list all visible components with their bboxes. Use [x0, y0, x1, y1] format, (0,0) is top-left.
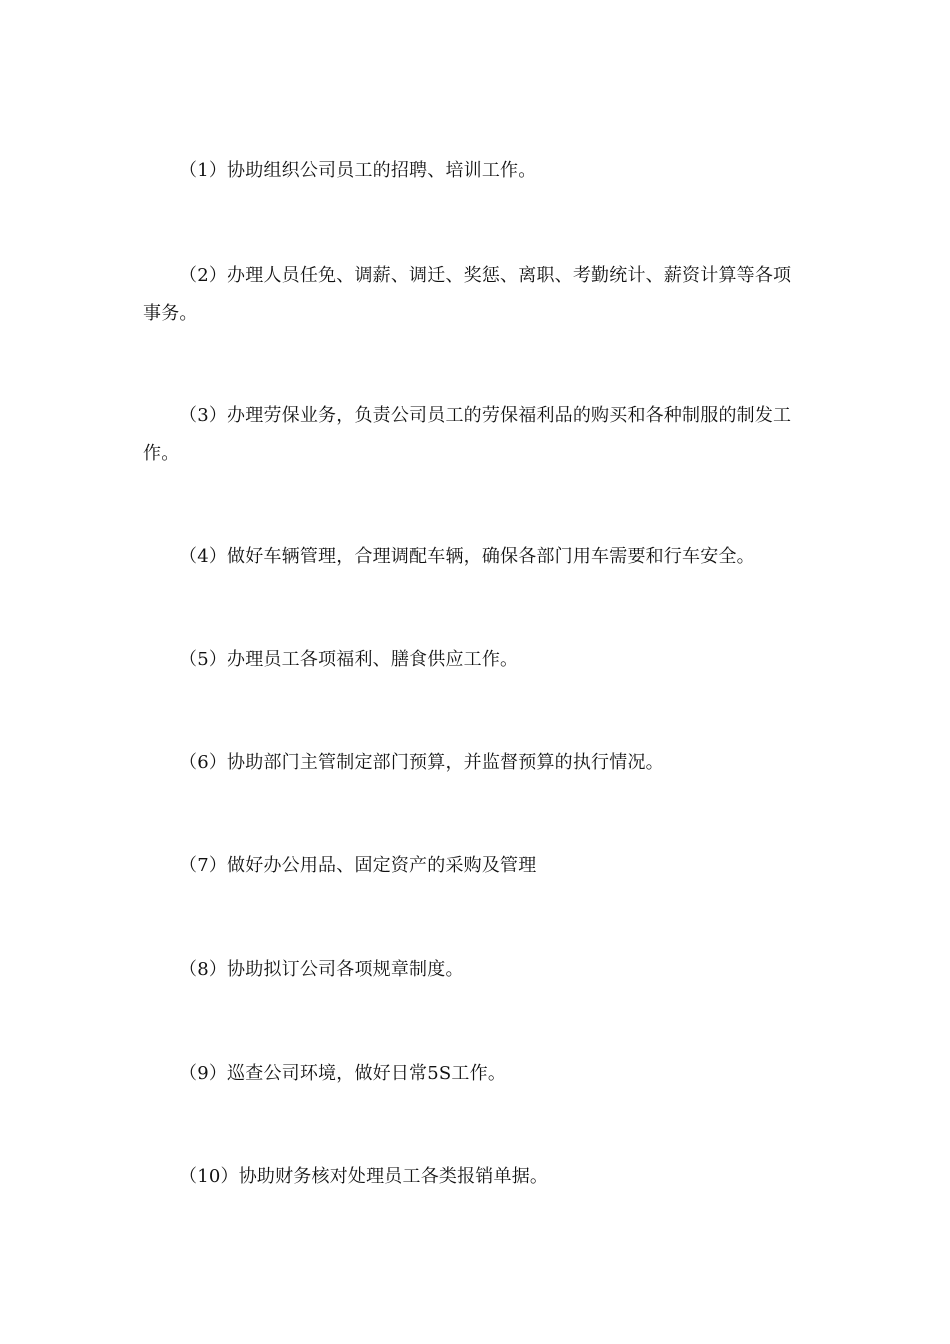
duty-item-9: （9）巡查公司环境，做好日常5S工作。 [179, 1063, 507, 1084]
duty-item-1: （1）协助组织公司员工的招聘、培训工作。 [179, 160, 537, 181]
duty-item-8: （8）协助拟订公司各项规章制度。 [179, 959, 464, 980]
duty-item-6: （6）协助部门主管制定部门预算，并监督预算的执行情况。 [179, 752, 664, 773]
duty-item-10: （10）协助财务核对处理员工各类报销单据。 [179, 1166, 549, 1187]
duty-item-4: （4）做好车辆管理，合理调配车辆，确保各部门用车需要和行车安全。 [179, 546, 755, 567]
duty-item-5: （5）办理员工各项福利、膳食供应工作。 [179, 649, 519, 670]
duty-item-3: （3）办理劳保业务，负责公司员工的劳保福利品的购买和各种制服的制发工作。 [143, 405, 792, 464]
duty-item-2: （2）办理人员任免、调薪、调迁、奖惩、离职、考勤统计、薪资计算等各项事务。 [143, 265, 792, 324]
duty-item-7: （7）做好办公用品、固定资产的采购及管理 [179, 855, 537, 876]
